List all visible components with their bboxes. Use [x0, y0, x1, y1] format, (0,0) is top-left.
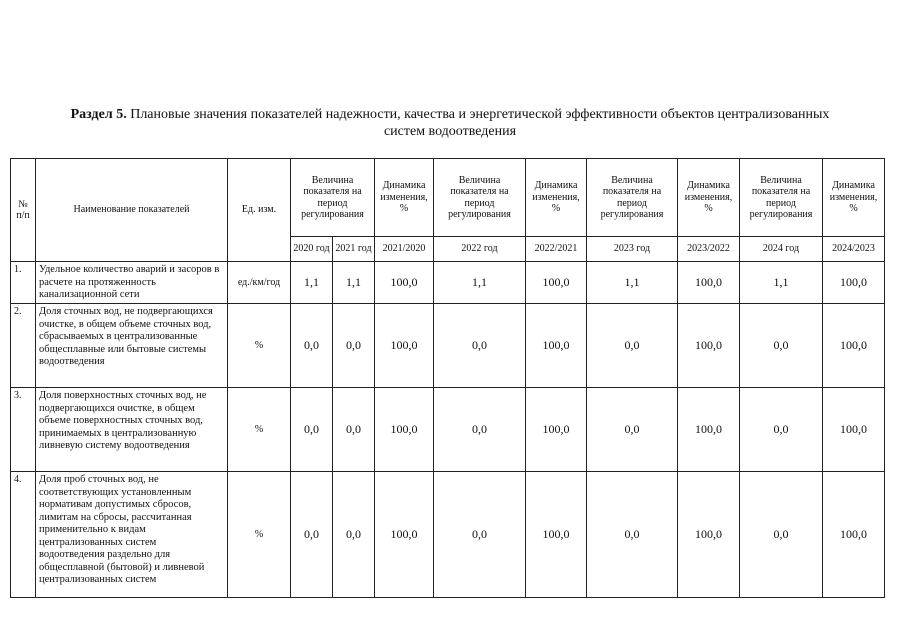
value-2024: 0,0	[740, 304, 823, 388]
value-2020: 0,0	[291, 304, 333, 388]
dynamics-2023: 100,0	[678, 388, 740, 472]
header-ratio-2023: 2023/2022	[678, 237, 740, 262]
header-ratio-2024: 2024/2023	[823, 237, 885, 262]
value-2022: 0,0	[434, 304, 526, 388]
header-unit: Ед. изм.	[228, 159, 291, 262]
value-2020: 0,0	[291, 388, 333, 472]
header-value-2024: Величина показателя на период регулирования	[740, 159, 823, 237]
table-row	[11, 262, 885, 304]
value-2022: 1,1	[434, 262, 526, 304]
header-name: Наименование показателей	[36, 159, 228, 262]
section-title	[20, 106, 880, 140]
indicator-name: Доля проб сточных вод, не соответствующих установленным нормативам допустимых сбросов, лимитам на сбросы, рассчитанная применительно к видам централизованных систем водоотведения раздельно для общесплавной (бытовой) и ливневой централизованных систем	[36, 472, 228, 598]
header-value-2021: Величина показателя на период регулирования	[291, 159, 375, 237]
header-year-2024: 2024 год	[740, 237, 823, 262]
value-2024: 1,1	[740, 262, 823, 304]
value-2022: 0,0	[434, 388, 526, 472]
header-year-2021: 2021 год	[333, 237, 375, 262]
header-value-2022: Величина показателя на период регулирования	[434, 159, 526, 237]
header-value-2023: Величина показателя на период регулирования	[587, 159, 678, 237]
dynamics-2023: 100,0	[678, 472, 740, 598]
row-number: 4.	[11, 472, 36, 598]
dynamics-2022: 100,0	[526, 472, 587, 598]
header-dynamics-2022: Динамика изменения, %	[526, 159, 587, 237]
section-title-line1: Плановые значения показателей надежности, качества и энергетической эффективности объектов централизованных	[126, 107, 830, 122]
value-2023: 0,0	[587, 472, 678, 598]
dynamics-2022: 100,0	[526, 388, 587, 472]
section-label: Раздел 5.	[70, 107, 127, 122]
dynamics-2024: 100,0	[823, 262, 885, 304]
header-year-2022: 2022 год	[434, 237, 526, 262]
dynamics-2024: 100,0	[823, 472, 885, 598]
header-ratio-2021: 2021/2020	[375, 237, 434, 262]
dynamics-2022: 100,0	[526, 304, 587, 388]
dynamics-2021: 100,0	[375, 472, 434, 598]
indicator-name: Доля поверхностных сточных вод, не подвергающихся очистке, в общем объеме поверхностных сточных вод, принимаемых в централизованную ливневую систему водоотведения	[36, 388, 228, 472]
value-2021: 0,0	[333, 304, 375, 388]
value-2023: 0,0	[587, 388, 678, 472]
value-2020: 0,0	[291, 472, 333, 598]
value-2021: 0,0	[333, 388, 375, 472]
value-2022: 0,0	[434, 472, 526, 598]
table-row	[11, 388, 885, 472]
row-number: 3.	[11, 388, 36, 472]
header-dynamics-2021: Динамика изменения, %	[375, 159, 434, 237]
indicator-unit: %	[228, 472, 291, 598]
table-row	[11, 304, 885, 388]
dynamics-2023: 100,0	[678, 304, 740, 388]
header-year-2020: 2020 год	[291, 237, 333, 262]
value-2023: 0,0	[587, 304, 678, 388]
indicator-name: Удельное количество аварий и засоров в расчете на протяженность канализационной сети	[36, 262, 228, 304]
value-2023: 1,1	[587, 262, 678, 304]
indicator-unit: %	[228, 304, 291, 388]
dynamics-2024: 100,0	[823, 304, 885, 388]
value-2021: 0,0	[333, 472, 375, 598]
row-number: 1.	[11, 262, 36, 304]
value-2024: 0,0	[740, 388, 823, 472]
header-row-top	[11, 159, 885, 237]
header-ratio-2022: 2022/2021	[526, 237, 587, 262]
indicator-name: Доля сточных вод, не подвергающихся очистке, в общем объеме сточных вод, сбрасываемых в централизованные общесплавные или бытовые системы водоотведения	[36, 304, 228, 388]
indicator-unit: ед./км/год	[228, 262, 291, 304]
value-2024: 0,0	[740, 472, 823, 598]
dynamics-2021: 100,0	[375, 388, 434, 472]
header-dynamics-2024: Динамика изменения, %	[823, 159, 885, 237]
dynamics-2024: 100,0	[823, 388, 885, 472]
value-2021: 1,1	[333, 262, 375, 304]
dynamics-2021: 100,0	[375, 262, 434, 304]
indicators-table	[10, 158, 885, 598]
dynamics-2023: 100,0	[678, 262, 740, 304]
header-dynamics-2023: Динамика изменения, %	[678, 159, 740, 237]
table-row	[11, 472, 885, 598]
header-year-2023: 2023 год	[587, 237, 678, 262]
dynamics-2021: 100,0	[375, 304, 434, 388]
section-title-line2: систем водоотведения	[383, 124, 517, 139]
dynamics-2022: 100,0	[526, 262, 587, 304]
row-number: 2.	[11, 304, 36, 388]
indicator-unit: %	[228, 388, 291, 472]
value-2020: 1,1	[291, 262, 333, 304]
header-num: № п/п	[11, 159, 36, 262]
